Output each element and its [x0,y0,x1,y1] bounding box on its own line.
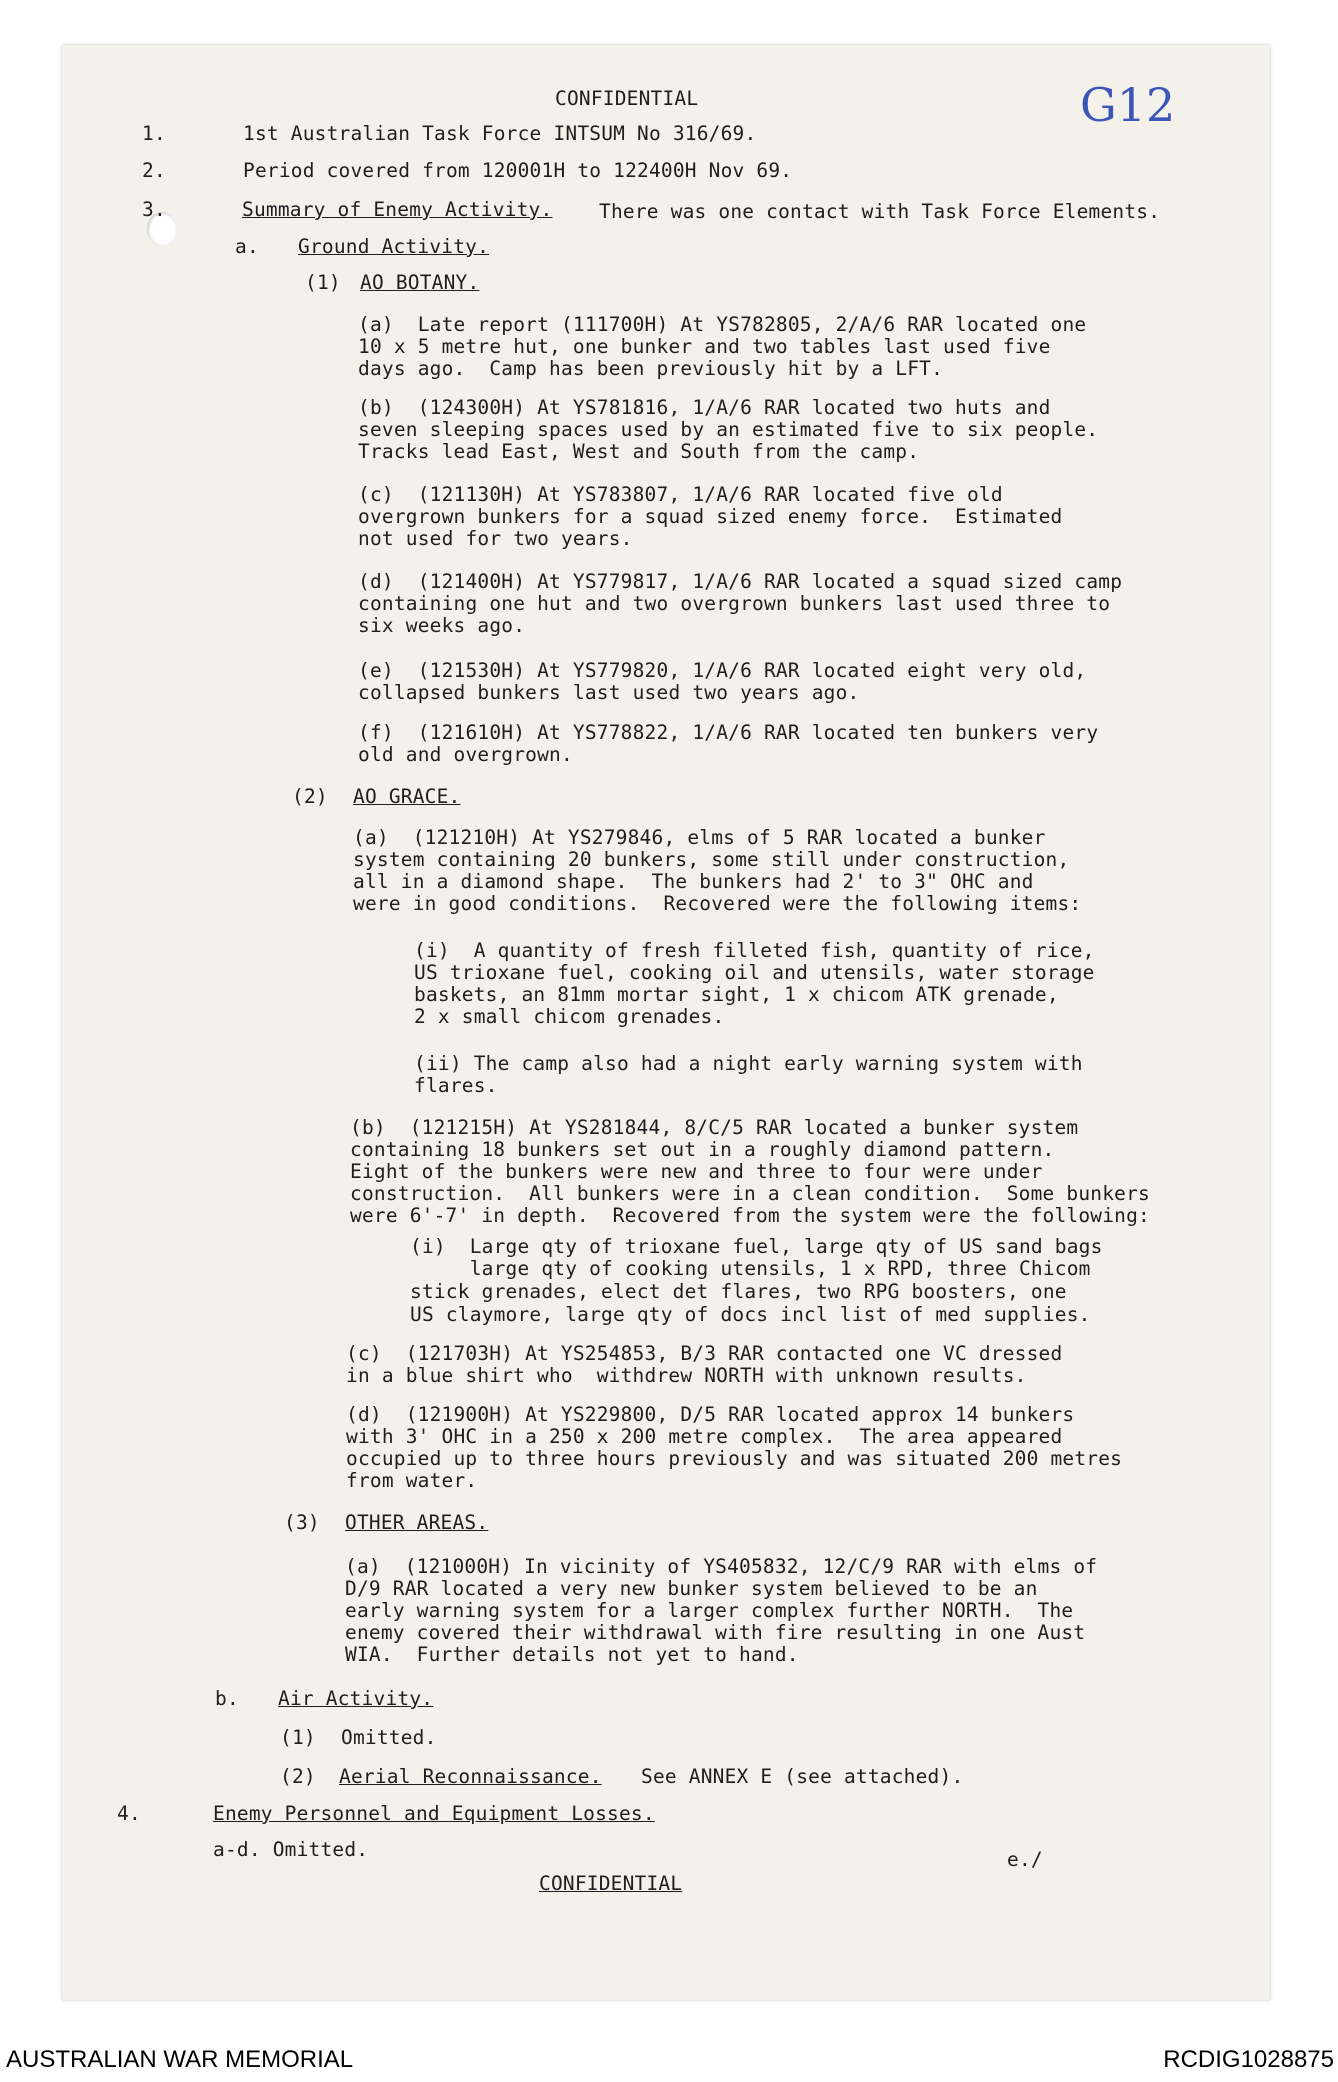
text-line: were 6'-7' in depth. Recovered from the system were the following: [350,1204,1150,1227]
text-line: (c) (121703H) At YS254853, B/3 RAR contacted one VC dressed [346,1342,1063,1365]
text-line: occupied up to three hours previously and was situated 200 metres [346,1447,1123,1470]
para-3-text: There was one contact with Task Force Elements. [599,200,1161,223]
sub-b-title: Air Activity. [278,1687,434,1710]
text-line: old and overgrown. [358,743,573,766]
text-line: Eight of the bunkers were new and three to four were under [350,1160,1043,1183]
para-3-title: Summary of Enemy Activity. [242,198,553,221]
text-line: (d) (121400H) At YS779817, 1/A/6 RAR located a squad sized camp [358,570,1123,593]
text-line: US claymore, large qty of docs incl list of med supplies. [410,1303,1091,1326]
text-line: construction. All bunkers were in a clean condition. Some bunkers [350,1182,1150,1205]
text-line: WIA. Further details not yet to hand. [345,1643,799,1666]
text-line: (d) (121900H) At YS229800, D/5 RAR located approx 14 bunkers [346,1403,1075,1426]
b1-text: Omitted. [341,1726,437,1749]
header-classification: CONFIDENTIAL [555,87,699,110]
text-line: stick grenades, elect det flares, two RPG boosters, one [410,1280,1067,1303]
text-line: (c) (121130H) At YS783807, 1/A/6 RAR located five old [358,483,1003,506]
para-1-text: 1st Australian Task Force INTSUM No 316/69. [243,122,757,145]
text-line: D/9 RAR located a very new bunker system believed to be an [345,1577,1038,1600]
text-line: early warning system for a larger complex further NORTH. The [345,1599,1074,1622]
text-line: in a blue shirt who withdrew NORTH with unknown results. [346,1364,1027,1387]
text-line: not used for two years. [358,527,633,550]
text-line: with 3' OHC in a 250 x 200 metre complex. The area appeared [346,1425,1063,1448]
text-line: system containing 20 bunkers, some still under construction, [353,848,1070,871]
s1-title: AO BOTANY. [360,271,480,294]
footer-archive-name: AUSTRALIAN WAR MEMORIAL [6,2046,354,2073]
sub-b-label: b. [215,1687,239,1710]
a-d-omitted: a-d. Omitted. [213,1838,369,1861]
text-line: (a) Late report (111700H) At YS782805, 2/A/6 RAR located one [358,313,1087,336]
s2-title: AO GRACE. [353,785,461,808]
footer-classification: CONFIDENTIAL [539,1872,683,1895]
text-line: (ii) The camp also had a night early warning system with [414,1052,1083,1075]
text-line: Tracks lead East, West and South from the camp. [358,440,920,463]
handwritten-reference: G12 [1080,78,1176,132]
b2-number: (2) [280,1765,316,1788]
s3-title: OTHER AREAS. [345,1511,489,1534]
text-line: (f) (121610H) At YS778822, 1/A/6 RAR located ten bunkers very [358,721,1099,744]
s3-number: (3) [284,1511,320,1534]
text-line: all in a diamond shape. The bunkers had 2' to 3" OHC and [353,870,1034,893]
para-3-number: 3. [142,198,166,221]
text-line: (e) (121530H) At YS779820, 1/A/6 RAR located eight very old, [358,659,1087,682]
para-2-number: 2. [142,159,166,182]
text-line: were in good conditions. Recovered were the following items: [353,892,1082,915]
text-line: (b) (121215H) At YS281844, 8/C/5 RAR located a bunker system [350,1116,1079,1139]
s2-number: (2) [292,785,328,808]
text-line: (a) (121000H) In vicinity of YS405832, 12/C/9 RAR with elms of [345,1555,1098,1578]
sub-a-label: a. [235,235,259,258]
s1-number: (1) [305,271,341,294]
text-line: collapsed bunkers last used two years ago. [358,681,860,704]
text-line: (b) (124300H) At YS781816, 1/A/6 RAR located two huts and [358,396,1051,419]
text-line: enemy covered their withdrawal with fire resulting in one Aust [345,1621,1086,1644]
para-4-title: Enemy Personnel and Equipment Losses. [213,1802,655,1825]
text-line: from water. [346,1469,478,1492]
footer-record-id: RCDIG1028875 [1163,2046,1334,2073]
text-line: US trioxane fuel, cooking oil and utensils, water storage [414,961,1095,984]
text-line: 2 x small chicom grenades. [414,1005,725,1028]
text-line: (i) Large qty of trioxane fuel, large qty of US sand bags [410,1235,1103,1258]
text-line: 10 x 5 metre hut, one bunker and two tables last used five [358,335,1051,358]
text-line: overgrown bunkers for a squad sized enemy force. Estimated [358,505,1063,528]
b1-number: (1) [280,1726,316,1749]
text-line: days ago. Camp has been previously hit by a LFT. [358,357,944,380]
text-line: containing one hut and two overgrown bunkers last used three to [358,592,1111,615]
b2-text: See ANNEX E (see attached). [641,1765,964,1788]
para-2-text: Period covered from 120001H to 122400H Nov 69. [243,159,793,182]
text-line: baskets, an 81mm mortar sight, 1 x chicom ATK grenade, [414,983,1059,1006]
text-line: large qty of cooking utensils, 1 x RPD, three Chicom [410,1257,1091,1280]
b2-title: Aerial Reconnaissance. [339,1765,602,1788]
text-line: seven sleeping spaces used by an estimated five to six people. [358,418,1099,441]
text-line: containing 18 bunkers set out in a roughly diamond pattern. [350,1138,1055,1161]
text-line: (a) (121210H) At YS279846, elms of 5 RAR located a bunker [353,826,1046,849]
para-1-number: 1. [142,122,166,145]
text-line: flares. [414,1074,498,1097]
text-line: six weeks ago. [358,614,526,637]
continuation-marker: e./ [1007,1848,1043,1871]
text-line: (i) A quantity of fresh filleted fish, quantity of rice, [414,939,1095,962]
sub-a-title: Ground Activity. [298,235,490,258]
para-4-number: 4. [117,1802,141,1825]
